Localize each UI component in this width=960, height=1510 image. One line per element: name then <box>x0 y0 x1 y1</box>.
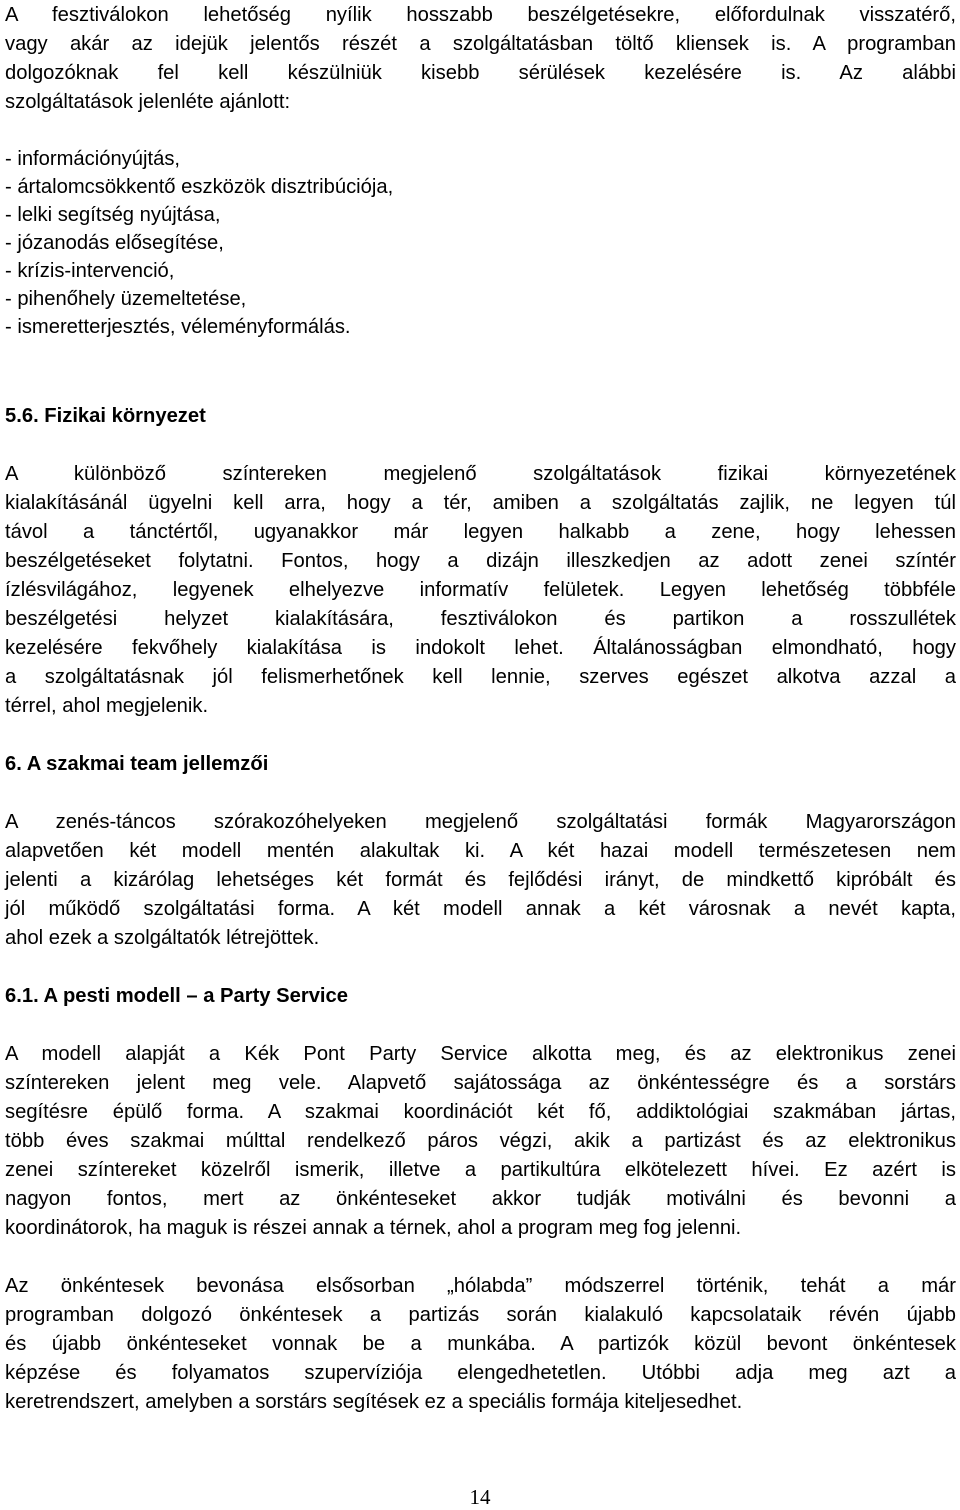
section-6-1-line: keretrendszert, amelyben a sorstárs segítések ez a speciális formája kiteljesedhet. <box>5 1391 743 1413</box>
section-6-1-line: nagyon fontos, mert az önkénteseket akkor tudják motiválni és bevonni a <box>5 1188 956 1210</box>
section-6-line: jól működő szolgáltatási forma. A két modell annak a két városnak a nevét kapta, <box>5 898 956 920</box>
list-item: - ismeretterjesztés, véleményformálás. <box>5 316 351 338</box>
intro-line-3: dolgozóknak fel kell készülniük kisebb sérülések kezelésére is. Az alábbi <box>5 62 956 84</box>
list-item: - józanodás elősegítése, <box>5 232 224 254</box>
section-5-6-line: beszélgetési helyzet kialakítására, fesztiválokon és partikon a rosszullétek <box>5 608 956 630</box>
list-item: - lelki segítség nyújtása, <box>5 204 221 226</box>
list-item: - pihenőhely üzemeltetése, <box>5 288 247 310</box>
section-5-6-line: kezelésére fekvőhely kialakítása is indokolt lehet. Általánosságban elmondható, hogy <box>5 637 956 659</box>
section-5-6-line: kialakításánál ügyelni kell arra, hogy a tér, amiben a szolgáltatás zajlik, ne legyen túl <box>5 492 956 514</box>
section-6-1-line: Az önkéntesek bevonása elsősorban „hólabda” módszerrel történik, tehát a már <box>5 1275 956 1297</box>
section-5-6-line: távol a tánctértől, ugyanakkor már legyen halkabb a zene, hogy lehessen <box>5 521 956 543</box>
section-5-6-line: A különböző színtereken megjelenő szolgáltatások fizikai környezetének <box>5 463 956 485</box>
intro-line-2: vagy akár az idejük jelentős részét a szolgáltatásban töltő kliensek is. A programban <box>5 33 956 55</box>
section-6-line: A zenés-táncos szórakozóhelyeken megjelenő szolgáltatási formák Magyarországon <box>5 811 956 833</box>
section-6-line: jelenti a kizárólag lehetséges két formát és fejlődési irányt, de mindkettő kipróbált és <box>5 869 956 891</box>
section-6-1-line: színtereken jelent meg vele. Alapvető sajátossága az önkéntességre és a sorstárs <box>5 1072 956 1094</box>
intro-line-4: szolgáltatások jelenléte ajánlott: <box>5 91 291 113</box>
section-5-6-line: térrel, ahol megjelenik. <box>5 695 209 717</box>
section-heading-6-1: 6.1. A pesti modell – a Party Service <box>5 985 348 1007</box>
list-item: - információnyújtás, <box>5 148 181 170</box>
section-6-line: alapvetően két modell mentén alakultak ki. A két hazai modell természetesen nem <box>5 840 956 862</box>
intro-line-1: A fesztiválokon lehetőség nyílik hosszabb beszélgetésekre, előfordulnak visszatérő, <box>5 4 956 26</box>
section-heading-6: 6. A szakmai team jellemzői <box>5 753 269 775</box>
section-6-1-line: segítésre épülő forma. A szakmai koordinációt két fő, addiktológiai szakmában jártas, <box>5 1101 956 1123</box>
section-6-1-line: képzése és folyamatos szupervíziója elengedhetetlen. Utóbbi adja meg azt a <box>5 1362 956 1384</box>
page-number: 14 <box>469 1485 491 1509</box>
list-item: - ártalomcsökkentő eszközök disztribúciója, <box>5 176 394 198</box>
section-6-1-line: és újabb önkénteseket vonnak be a munkába. A partizók közül bevont önkéntesek <box>5 1333 956 1355</box>
section-heading-5-6: 5.6. Fizikai környezet <box>5 405 206 427</box>
section-5-6-line: ízlésvilágához, legyenek elhelyezve informatív felületek. Legyen lehetőség többféle <box>5 579 956 601</box>
section-5-6-line: a szolgáltatásnak jól felismerhetőnek kell lennie, szerves egészet alkotva azzal a <box>5 666 956 688</box>
section-6-1-line: zenei színtereket közelről ismerik, illetve a partikultúra elkötelezett hívei. Ez azért is <box>5 1159 956 1181</box>
section-5-6-line: beszélgetéseket folytatni. Fontos, hogy a dizájn illeszkedjen az adott zenei színtér <box>5 550 956 572</box>
section-6-1-line: több éves szakmai múlttal rendelkező páros végzi, akik a partizást és az elektronikus <box>5 1130 956 1152</box>
section-6-line: ahol ezek a szolgáltatók létrejöttek. <box>5 927 320 949</box>
section-6-1-line: programban dolgozó önkéntesek a partizás során kialakuló kapcsolataik révén újabb <box>5 1304 956 1326</box>
section-6-1-line: A modell alapját a Kék Pont Party Service alkotta meg, és az elektronikus zenei <box>5 1043 956 1065</box>
section-6-1-line: koordinátorok, ha maguk is részei annak a térnek, ahol a program meg fog jelenni. <box>5 1217 742 1239</box>
list-item: - krízis-intervenció, <box>5 260 175 282</box>
